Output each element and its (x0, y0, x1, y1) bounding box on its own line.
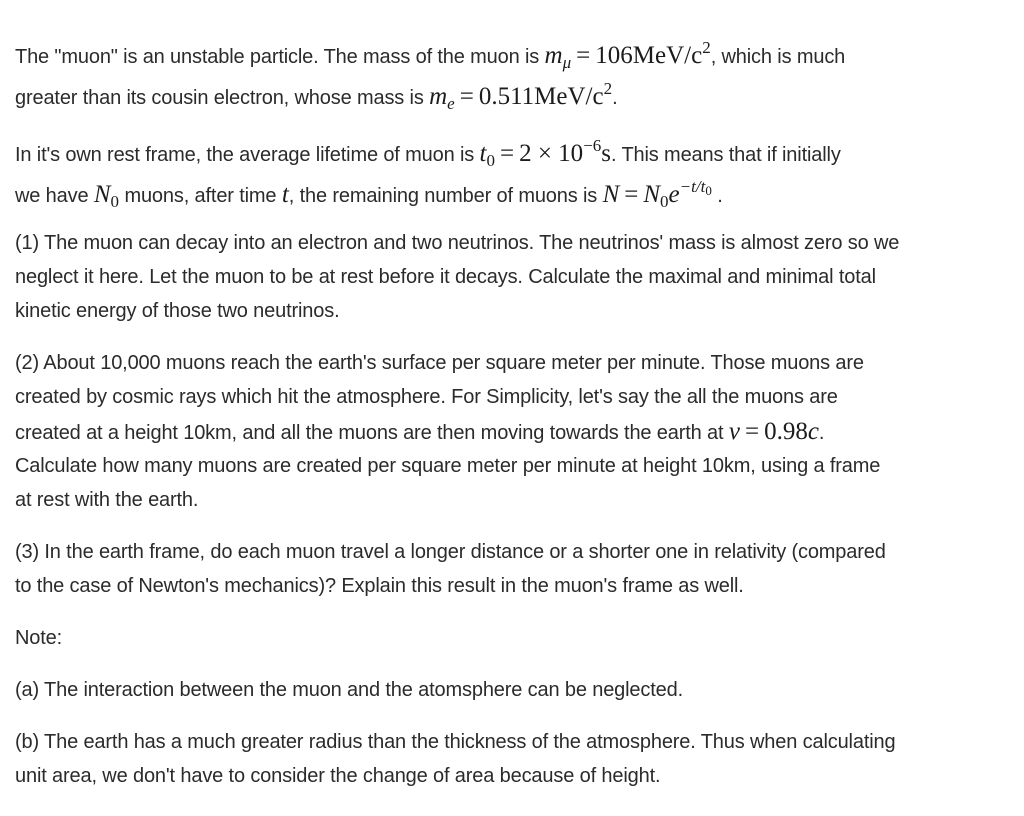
velocity-formula: v = 0.98c (728, 418, 819, 445)
question-1-line: (1) The muon can decay into an electron and two neutrinos. The neutrinos' mass is almost zero so we (15, 232, 900, 254)
lifetime-line-2 (15, 175, 723, 214)
initial-count-symbol: $N_0$ (93, 181, 120, 211)
question-2-line: (2) About 10,000 muons reach the earth's surface per square meter per minute. Those muons are (15, 352, 864, 374)
lifetime-text: In it's own rest frame, the average lifetime of muon is (15, 144, 480, 166)
intro-text: The "muon" is an unstable particle. The mass of the muon is (15, 46, 545, 68)
note-b-line: (b) The earth has a much greater radius than the thickness of the atmosphere. Thus when calculating (15, 731, 896, 753)
intro-text: greater than its cousin electron, whose mass is (15, 87, 430, 109)
lifetime-text: we have (15, 185, 94, 207)
lifetime-text: muons, after time (119, 185, 282, 207)
intro-text: . (612, 87, 618, 109)
decay-formula: $N = N_0e^{-t/t0}$ (602, 177, 712, 211)
lifetime-text: , the remaining number of muons is (288, 185, 603, 207)
question-2-line: created at a height 10km, and all the muons are then moving towards the earth at v = 0.98c. (15, 418, 825, 445)
note-title: Note: (15, 627, 63, 649)
muon-mass-formula: $m_\mu = 106MeV/c^2$ (544, 38, 711, 72)
lifetime-formula: $t_0 = 2 \times 10^{-6}s$ (479, 136, 612, 170)
note-a: (a) The interaction between the muon and the atomsphere can be neglected. (15, 679, 684, 701)
question-3-line: (3) In the earth frame, do each muon travel a longer distance or a shorter one in relativity (compared (15, 541, 886, 563)
lifetime-line-1 (15, 134, 841, 173)
note-b-line: unit area, we don't have to consider the change of area because of height. (15, 765, 661, 787)
question-2-line: Calculate how many muons are created per square meter per minute at height 10km, using a frame (15, 455, 881, 477)
lifetime-text: . This means that if initially (611, 144, 841, 166)
intro-text: , which is much (710, 46, 846, 68)
question-2-line: at rest with the earth. (15, 489, 199, 511)
question-1-line: neglect it here. Let the muon to be at rest before it decays. Calculate the maximal and minimal total (15, 266, 876, 288)
question-2-line: created by cosmic rays which hit the atmosphere. For Simplicity, let's say the all the muons are (15, 386, 838, 408)
intro-line-1 (15, 36, 845, 75)
question-3-line: to the case of Newton's mechanics)? Explain this result in the muon's frame as well. (15, 575, 744, 597)
electron-mass-formula: $m_e = 0.511MeV/c^2$ (429, 79, 613, 113)
intro-line-2 (15, 77, 618, 116)
time-symbol: t (281, 181, 289, 208)
question-1-line: kinetic energy of those two neutrinos. (15, 300, 340, 322)
lifetime-text: . (711, 185, 723, 207)
